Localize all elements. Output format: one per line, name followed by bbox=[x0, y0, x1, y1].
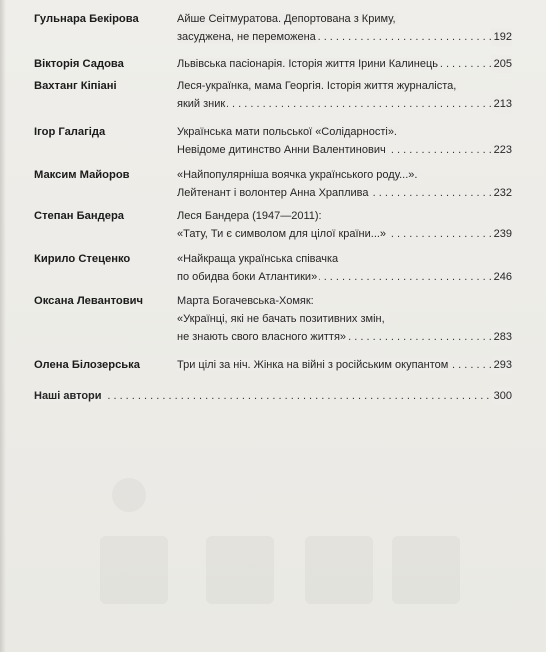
toc-authors-label: Наші автори bbox=[34, 390, 102, 402]
toc-entry bbox=[34, 250, 514, 286]
toc-author: Ігор Галагіда bbox=[34, 126, 106, 138]
toc-entry bbox=[34, 166, 514, 202]
page-edge-shadow bbox=[0, 0, 6, 652]
toc-entry bbox=[34, 207, 514, 243]
toc-author: Степан Бандера bbox=[34, 210, 125, 222]
toc-title-line: Невідоме дитинство Анни Валентинович 223 . . . bbox=[177, 141, 512, 159]
toc-entry bbox=[34, 77, 514, 113]
toc-page-number: 223 bbox=[491, 141, 512, 159]
toc-title-line: Леся Бандера (1947—2011): bbox=[177, 210, 322, 222]
toc-author: Гульнара Бекірова bbox=[34, 13, 139, 25]
toc-page-number: 293 bbox=[491, 356, 512, 374]
bleed-through-logo bbox=[112, 478, 146, 512]
toc-title-line: по обидва боки Атлантики» 246 . . . bbox=[177, 268, 512, 286]
bleed-through-qr bbox=[305, 536, 373, 604]
toc-entry bbox=[34, 55, 514, 73]
toc-page-number: 239 bbox=[491, 225, 512, 243]
toc-title-line: «Українці, які не бачать позитивних змін, bbox=[177, 313, 385, 325]
bleed-through-qr bbox=[392, 536, 460, 604]
toc-title-line: Українська мати польської «Солідарності». bbox=[177, 126, 397, 138]
toc-entry bbox=[34, 10, 514, 46]
toc-title-line: Марта Богачевська-Хомяк: bbox=[177, 295, 314, 307]
toc-page-number: 300 bbox=[491, 387, 512, 405]
table-of-contents bbox=[34, 10, 514, 405]
toc-title-line: Айше Сеітмуратова. Депортована з Криму, bbox=[177, 13, 396, 25]
bleed-through-qr bbox=[100, 536, 168, 604]
toc-page-number: 232 bbox=[491, 184, 512, 202]
toc-page-number: 246 bbox=[491, 268, 512, 286]
toc-title-line: «Найпопулярніша воячка українського роду...». bbox=[177, 169, 418, 181]
toc-title-line: «Тату, Ти є символом для цілої країни...» 239 . . . bbox=[177, 225, 512, 243]
toc-page-number: 213 bbox=[491, 95, 512, 113]
toc-title-line: Три цілі за ніч. Жінка на війні з російським окупантом 293 . . . bbox=[177, 356, 512, 374]
toc-title-line: Лейтенант і волонтер Анна Храплива 232 . . . bbox=[177, 184, 512, 202]
toc-page-number: 192 bbox=[491, 28, 512, 46]
toc-author: Максим Майоров bbox=[34, 169, 130, 181]
toc-author: Вахтанг Кіпіані bbox=[34, 80, 117, 92]
toc-author: Олена Білозерська bbox=[34, 359, 141, 371]
toc-title-line: який зник 213 . . . bbox=[177, 95, 512, 113]
toc-title-line: Леся-українка, мама Георгія. Історія життя журналіста, bbox=[177, 80, 457, 92]
toc-page-number: 205 bbox=[491, 55, 512, 73]
toc-title-line: «Найкраща українська співачка bbox=[177, 253, 339, 265]
toc-author: Вікторія Садова bbox=[34, 58, 124, 70]
bleed-through-qr bbox=[206, 536, 274, 604]
toc-entry bbox=[34, 123, 514, 159]
toc-page-number: 283 bbox=[491, 328, 512, 346]
toc-title-line: засуджена, не переможена 192 . . . bbox=[177, 28, 512, 46]
toc-title-line: не знають свого власного життя» 283 . . . bbox=[177, 328, 512, 346]
toc-title-line: Львівська пасіонарія. Історія життя Ірини Калинець 205 . . . bbox=[177, 55, 512, 73]
toc-author: Оксана Левантович bbox=[34, 295, 144, 307]
toc-entry bbox=[34, 292, 514, 346]
toc-author: Кирило Стеценко bbox=[34, 253, 131, 265]
toc-entry bbox=[34, 356, 514, 374]
toc-authors-line bbox=[34, 387, 512, 405]
toc-authors-entry bbox=[34, 387, 514, 405]
